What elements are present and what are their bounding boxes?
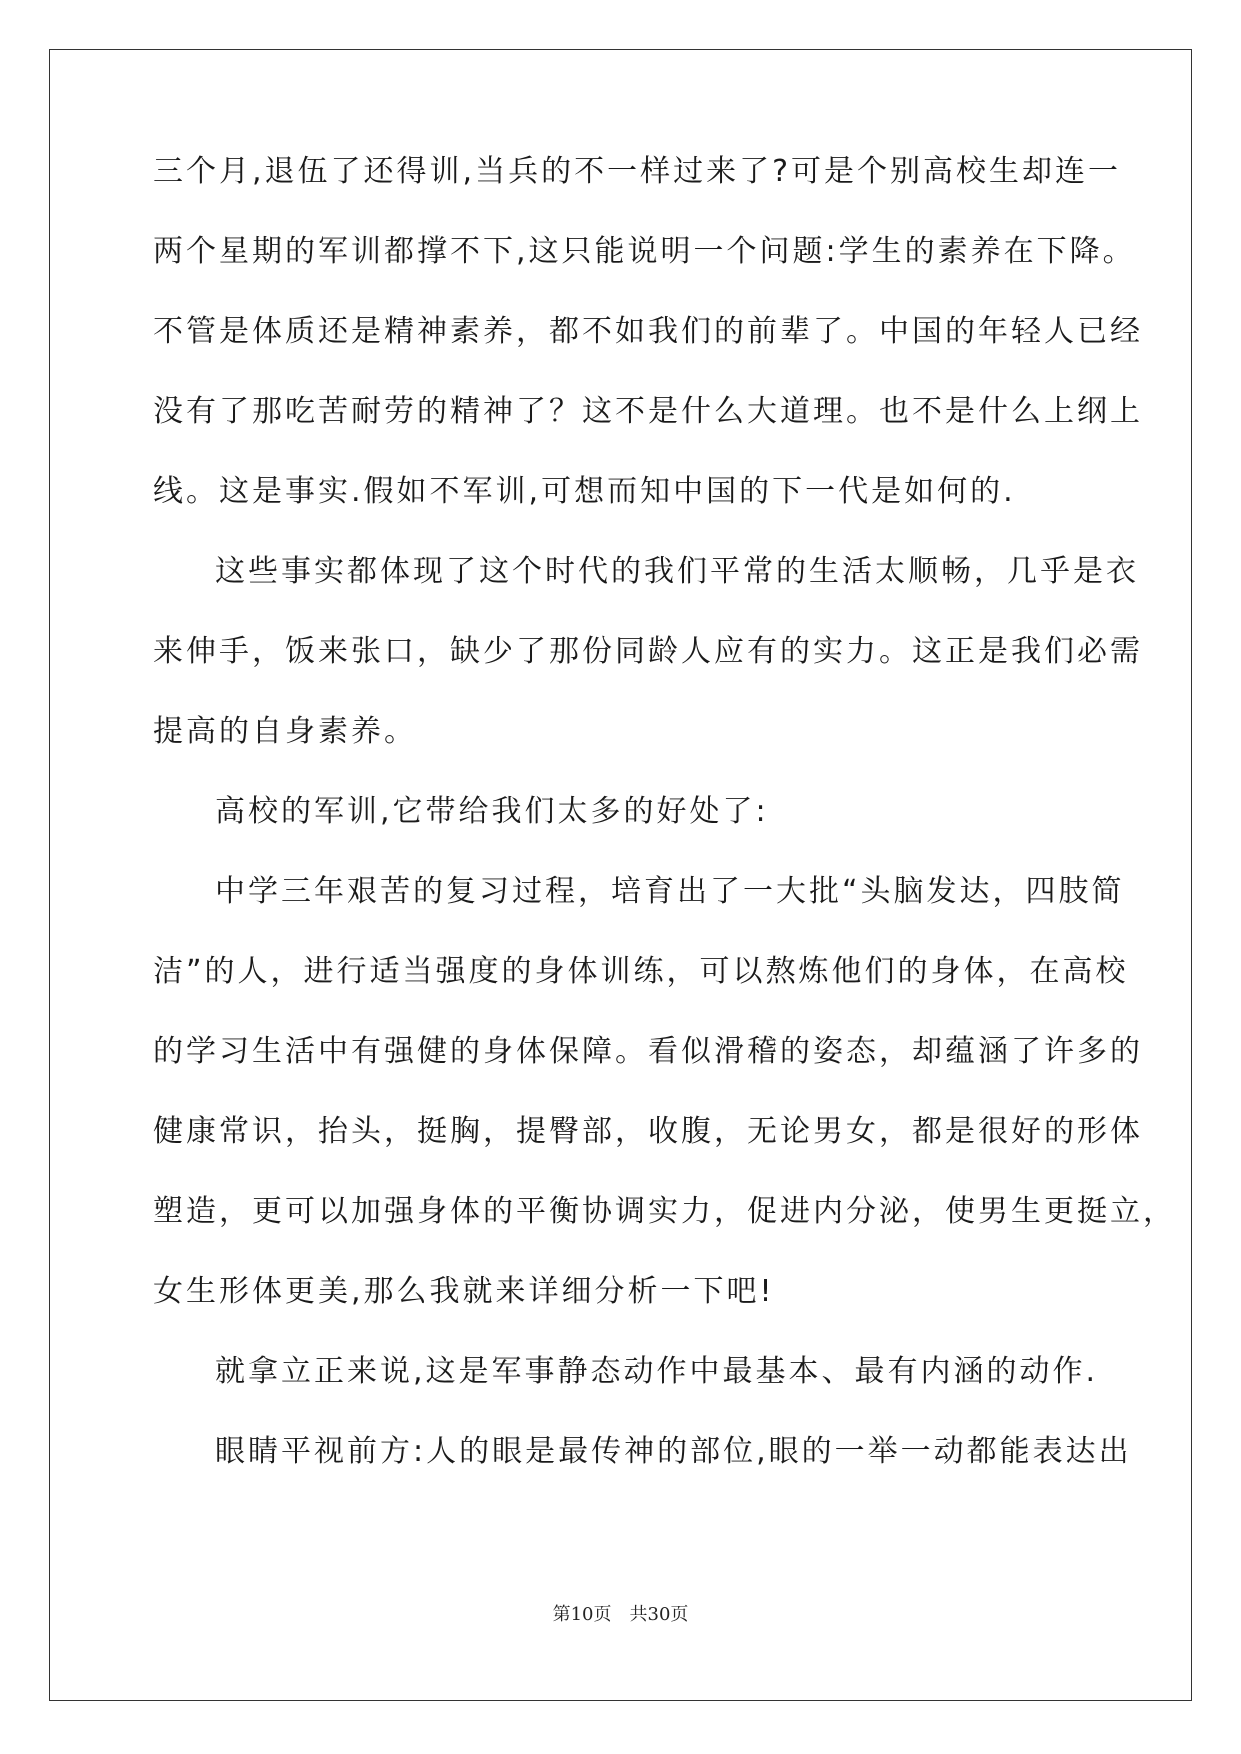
text-line: 健康常识，抬头，挺胸，提臀部，收腹，无论男女，都是很好的形体 <box>153 1114 1143 1149</box>
paragraph-start-line: 这些事实都体现了这个时代的我们平常的生活太顺畅，几乎是衣 <box>215 554 1139 589</box>
text-line: 三个月,退伍了还得训,当兵的不一样过来了?可是个别高校生却连一 <box>153 154 1121 189</box>
paragraph-start-line: 中学三年艰苦的复习过程，培育出了一大批“头脑发达，四肢简 <box>215 874 1125 909</box>
text-line: 洁”的人，进行适当强度的身体训练，可以熬炼他们的身体，在高校 <box>153 954 1129 989</box>
text-line: 没有了那吃苦耐劳的精神了？这不是什么大道理。也不是什么上纲上 <box>153 394 1143 429</box>
text-line: 女生形体更美,那么我就来详细分析一下吧! <box>153 1274 775 1309</box>
text-line: 来伸手，饭来张口，缺少了那份同龄人应有的实力。这正是我们必需 <box>153 634 1143 669</box>
paragraph-start-line: 高校的军训,它带给我们太多的好处了: <box>215 794 769 829</box>
text-line: 线。这是事实.假如不军训,可想而知中国的下一代是如何的. <box>153 474 1016 509</box>
page-total: 共30页 <box>629 1604 689 1625</box>
page-number: 第10页 <box>552 1604 612 1625</box>
text-line: 的学习生活中有强健的身体保障。看似滑稽的姿态，却蕴涵了许多的 <box>153 1034 1143 1069</box>
text-line: 不管是体质还是精神素养，都不如我们的前辈了。中国的年轻人已经 <box>153 314 1143 349</box>
paragraph-start-line: 就拿立正来说,这是军事静态动作中最基本、最有内涵的动作. <box>215 1354 1099 1389</box>
text-line: 提高的自身素养。 <box>153 714 417 749</box>
page-footer <box>0 1603 1241 1627</box>
text-line: 塑造，更可以加强身体的平衡协调实力，促进内分泌，使男生更挺立， <box>153 1194 1176 1229</box>
text-line: 两个星期的军训都撑不下,这只能说明一个问题:学生的素养在下降。 <box>153 234 1136 269</box>
paragraph-start-line: 眼睛平视前方:人的眼是最传神的部位,眼的一举一动都能表达出 <box>215 1434 1132 1469</box>
